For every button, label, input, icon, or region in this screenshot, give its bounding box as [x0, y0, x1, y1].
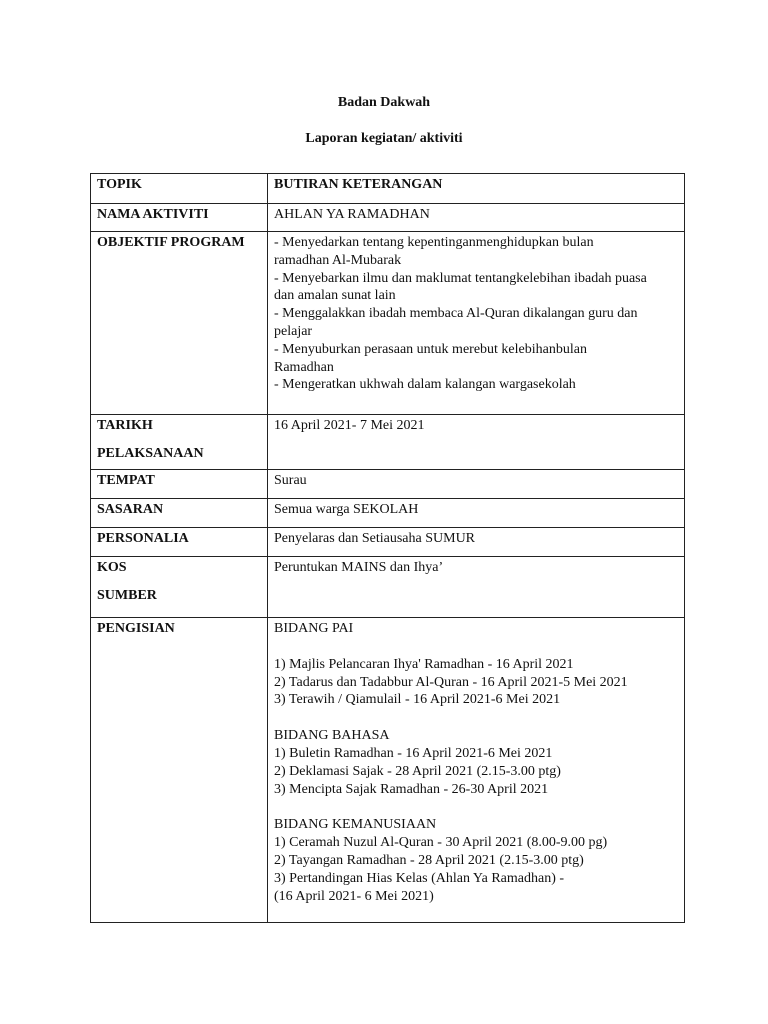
sumber-label: SUMBER	[97, 587, 157, 603]
row-nama-aktiviti	[91, 204, 685, 232]
bidang-kemanusiaan-heading: BIDANG KEMANUSIAAN	[274, 817, 437, 833]
personalia-value: Penyelaras dan Setiausaha SUMUR	[268, 528, 685, 557]
pengisian-label: PENGISIAN	[91, 618, 268, 923]
row-tarikh-pelaksanaan	[91, 415, 685, 470]
kos-sumber-label	[91, 557, 268, 618]
list-item: 1) Ceramah Nuzul Al-Quran - 30 April 2021 (8.00-9.00 pg)	[274, 835, 608, 851]
list-item: 3) Pertandingan Hias Kelas (Ahlan Ya Ramadhan) -	[274, 870, 565, 886]
nama-aktiviti-value: AHLAN YA RAMADHAN	[268, 204, 685, 232]
bidang-bahasa-heading: BIDANG BAHASA	[274, 728, 390, 744]
row-pengisian	[91, 618, 685, 923]
pengisian-value	[268, 618, 685, 923]
objektif-line: - Menyebarkan ilmu dan maklumat tentangkelebihan ibadah puasa	[274, 270, 647, 286]
personalia-label: PERSONALIA	[91, 528, 268, 557]
table-header-row	[91, 174, 685, 204]
objektif-line: Ramadhan	[274, 359, 334, 375]
list-item: 1) Buletin Ramadhan - 16 April 2021-6 Mei 2021	[274, 745, 553, 761]
kos-sumber-value: Peruntukan MAINS dan Ihya’	[268, 557, 685, 618]
header-key-cell: TOPIK	[91, 174, 268, 204]
tarikh-label: TARIKH	[97, 418, 153, 433]
row-sasaran	[91, 499, 685, 528]
objektif-program-label: OBJEKTIF PROGRAM	[91, 232, 268, 415]
objektif-line: - Mengeratkan ukhwah dalam kalangan wargasekolah	[274, 377, 576, 393]
list-item: (16 April 2021- 6 Mei 2021)	[274, 888, 434, 904]
document-subtitle: Laporan kegiatan/ aktiviti	[305, 131, 463, 146]
bidang-pai-heading: BIDANG PAI	[274, 621, 354, 636]
kos-label: KOS	[97, 560, 127, 575]
list-item: 1) Majlis Pelancaran Ihya' Ramadhan - 16 April 2021	[274, 656, 574, 672]
tempat-value: Surau	[268, 470, 685, 499]
objektif-line: - Menyedarkan tentang kepentinganmenghidupkan bulan	[274, 235, 594, 250]
objektif-program-value	[268, 232, 685, 415]
objektif-line: ramadhan Al-Mubarak	[274, 252, 402, 268]
pelaksanaan-label: PELAKSANAAN	[97, 445, 204, 461]
objektif-line: - Menggalakkan ibadah membaca Al-Quran dikalangan guru dan	[274, 306, 638, 322]
row-personalia	[91, 528, 685, 557]
list-item: 2) Tadarus dan Tadabbur Al-Quran - 16 April 2021-5 Mei 2021	[274, 674, 628, 690]
row-tempat	[91, 470, 685, 499]
tarikh-pelaksanaan-label	[91, 415, 268, 470]
row-kos-sumber	[91, 557, 685, 618]
list-item: 2) Deklamasi Sajak - 28 April 2021 (2.15-3.00 ptg)	[274, 763, 561, 779]
objektif-line: - Menyuburkan perasaan untuk merebut kelebihanbulan	[274, 341, 587, 357]
document-title: Badan Dakwah	[337, 95, 431, 110]
row-objektif-program	[91, 232, 685, 415]
sasaran-label: SASARAN	[91, 499, 268, 528]
nama-aktiviti-label: NAMA AKTIVITI	[91, 204, 268, 232]
list-item: 2) Tayangan Ramadhan - 28 April 2021 (2.15-3.00 ptg)	[274, 852, 584, 868]
sasaran-value: Semua warga SEKOLAH	[268, 499, 685, 528]
tempat-label: TEMPAT	[91, 470, 268, 499]
header-value-cell: BUTIRAN KETERANGAN	[268, 174, 685, 204]
objektif-line: dan amalan sunat lain	[274, 288, 396, 304]
list-item: 3) Mencipta Sajak Ramadhan - 26-30 April 2021	[274, 781, 549, 797]
list-item: 3) Terawih / Qiamulail - 16 April 2021-6 Mei 2021	[274, 692, 561, 708]
tarikh-pelaksanaan-value: 16 April 2021- 7 Mei 2021	[268, 415, 685, 470]
report-table	[90, 173, 685, 923]
objektif-line: pelajar	[274, 323, 313, 339]
